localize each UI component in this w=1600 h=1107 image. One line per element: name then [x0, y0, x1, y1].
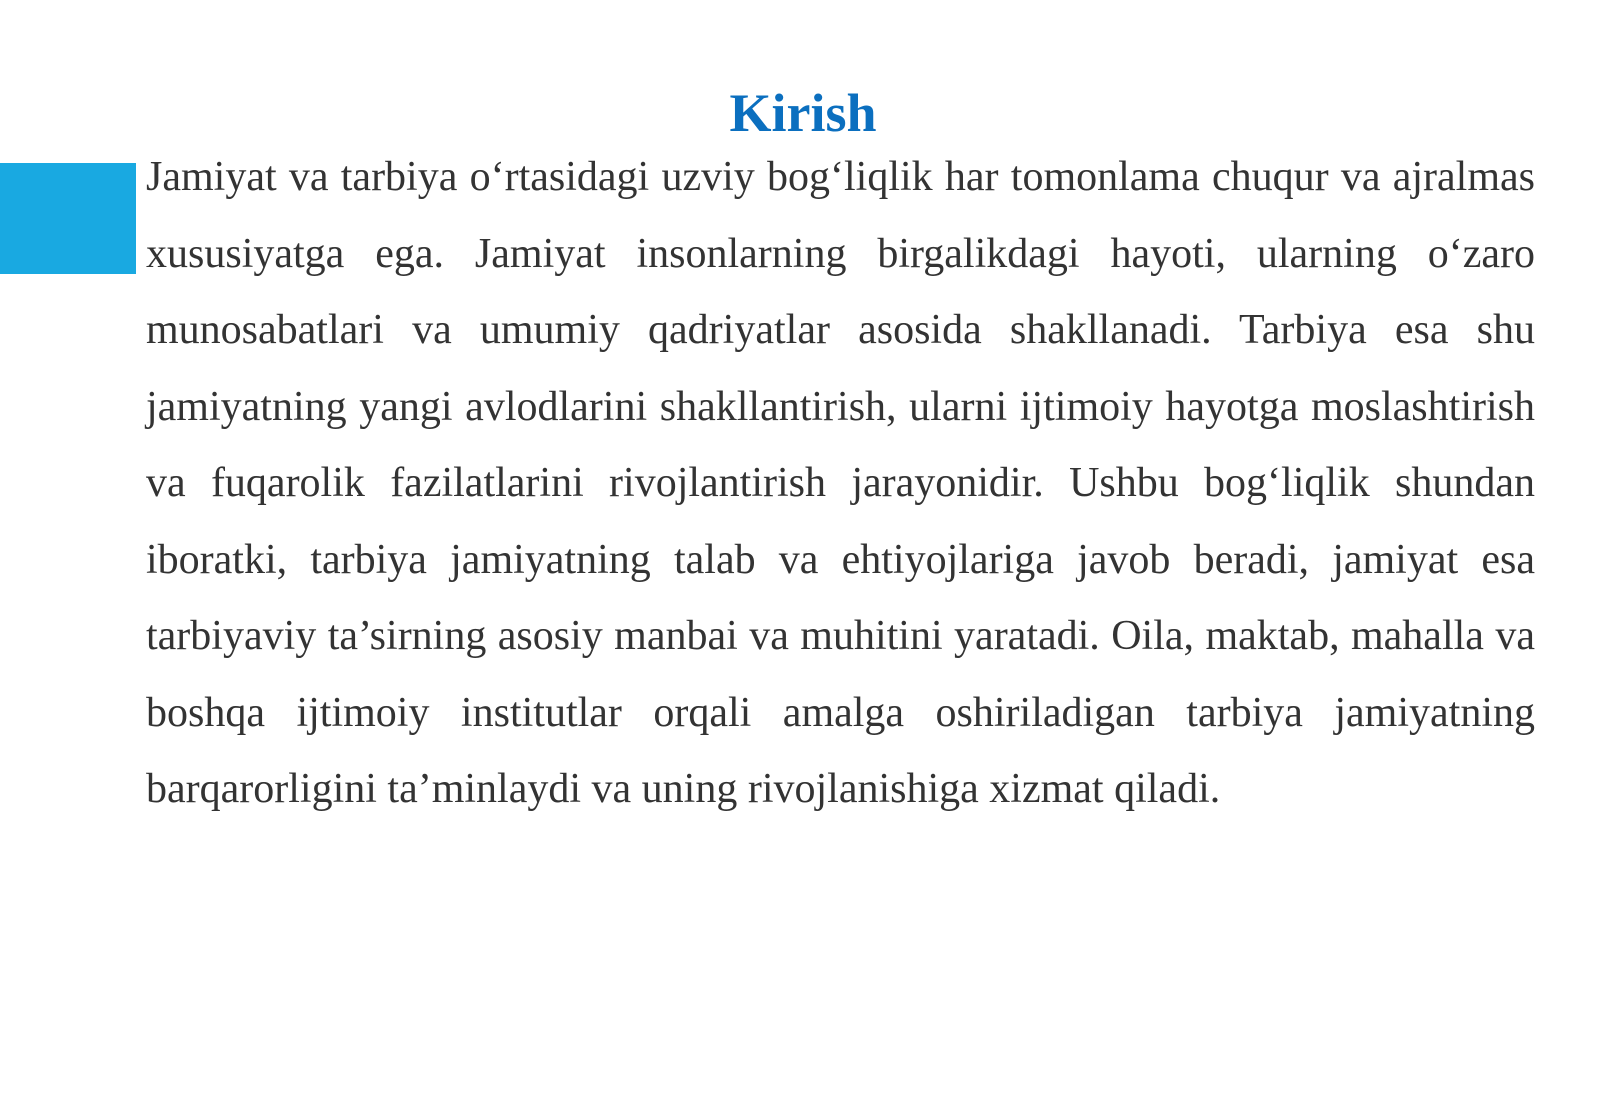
body-paragraph: Jamiyat va tarbiya o‘rtasidagi uzviy bog‘liqlik har tomonlama chuqur va ajralmas xususiyatga ega. Jamiyat insonlarning birgalikdagi hayoti, ularning o‘zaro munosabatlari va umumiy qadriyatlar asosida shakllanadi. Tarbiya esa shu jamiyatning yangi avlodlarini shakllantirish, ularni ijtimoiy hayotga moslashtirish va fuqarolik fazilatlarini rivojlantirish jarayonidir. Ushbu bog‘liqlik shundan iboratki, tarbiya jamiyatning talab va ehtiyojlariga javob beradi, jamiyat esa tarbiyaviy ta’sirning asosiy manbai va muhitini yaratadi. Oila, maktab, mahalla va boshqa ijtimoiy institutlar orqali amalga oshiriladigan tarbiya jamiyatning barqarorligini ta’minlaydi va uning rivojlanishiga xizmat qiladi.: [146, 154, 1535, 812]
accent-block: [0, 163, 136, 274]
slide-title: Kirish: [729, 83, 877, 144]
